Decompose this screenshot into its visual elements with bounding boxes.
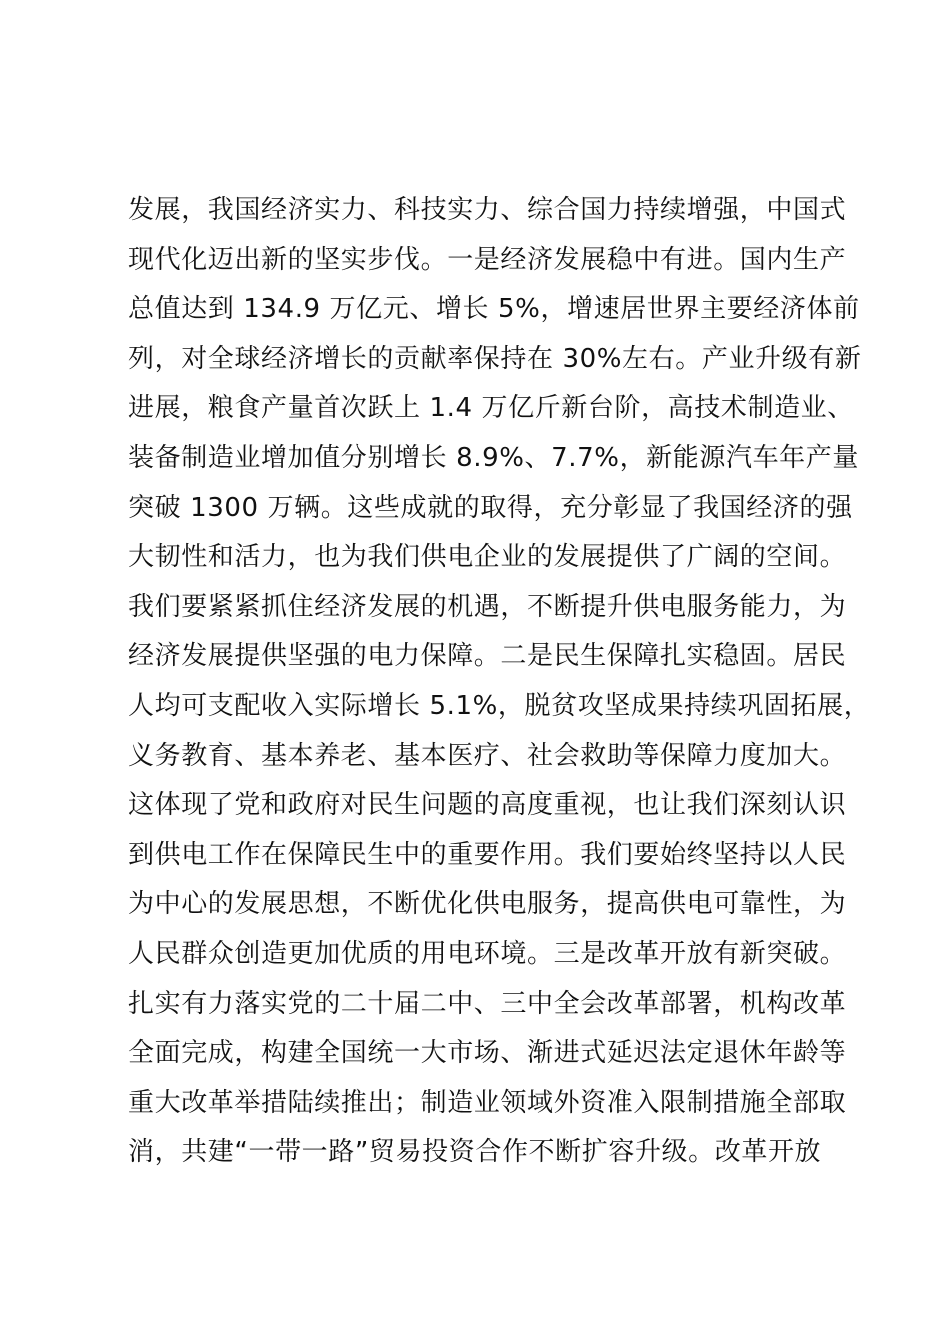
text-line: 重大改革举措陆续推出；制造业领域外资准入限制措施全部取 [128,1087,847,1118]
text-line: 列，对全球经济增长的贡献率保持在 30%左右。产业升级有新 [128,343,862,374]
text-line: 为中心的发展思想，不断优化供电服务，提高供电可靠性，为 [128,889,847,920]
text-line: 经济发展提供坚强的电力保障。二是民生保障扎实稳固。居民 [128,641,847,672]
text-line: 大韧性和活力，也为我们供电企业的发展提供了广阔的空间。 [128,542,847,573]
text-line: 这体现了党和政府对民生问题的高度重视，也让我们深刻认识 [128,790,847,821]
text-line: 消，共建“一带一路”贸易投资合作不断扩容升级。改革开放 [128,1137,822,1168]
text-line: 发展，我国经济实力、科技实力、综合国力持续增强，中国式 [128,195,847,225]
text-line: 人民群众创造更加优质的用电环境。三是改革开放有新突破。 [128,938,847,969]
text-line: 我们要紧紧抓住经济发展的机遇，不断提升供电服务能力，为 [128,591,847,622]
text-line: 总值达到 134.9 万亿元、增长 5%，增速居世界主要经济体前 [128,294,860,325]
text-line: 装备制造业增加值分别增长 8.9%、7.7%，新能源汽车年产量 [128,442,859,473]
text-line: 全面完成，构建全国统一大市场、渐进式延迟法定退休年龄等 [128,1038,847,1069]
body-text [128,186,871,1178]
text-line: 扎实有力落实党的二十届二中、三中全会改革部署，机构改革 [128,988,847,1019]
text-line: 现代化迈出新的坚实步伐。一是经济发展稳中有进。国内生产 [128,244,847,275]
text-line: 突破 1300 万辆。这些成就的取得，充分彰显了我国经济的强 [128,492,853,523]
text-line: 到供电工作在保障民生中的重要作用。我们要始终坚持以人民 [128,839,847,870]
text-line: 人均可支配收入实际增长 5.1%，脱贫攻坚成果持续巩固拓展， [128,690,871,721]
text-line: 义务教育、基本养老、基本医疗、社会救助等保障力度加大。 [128,740,847,771]
text-line: 进展，粮食产量首次跃上 1.4 万亿斤新台阶，高技术制造业、 [128,393,854,424]
